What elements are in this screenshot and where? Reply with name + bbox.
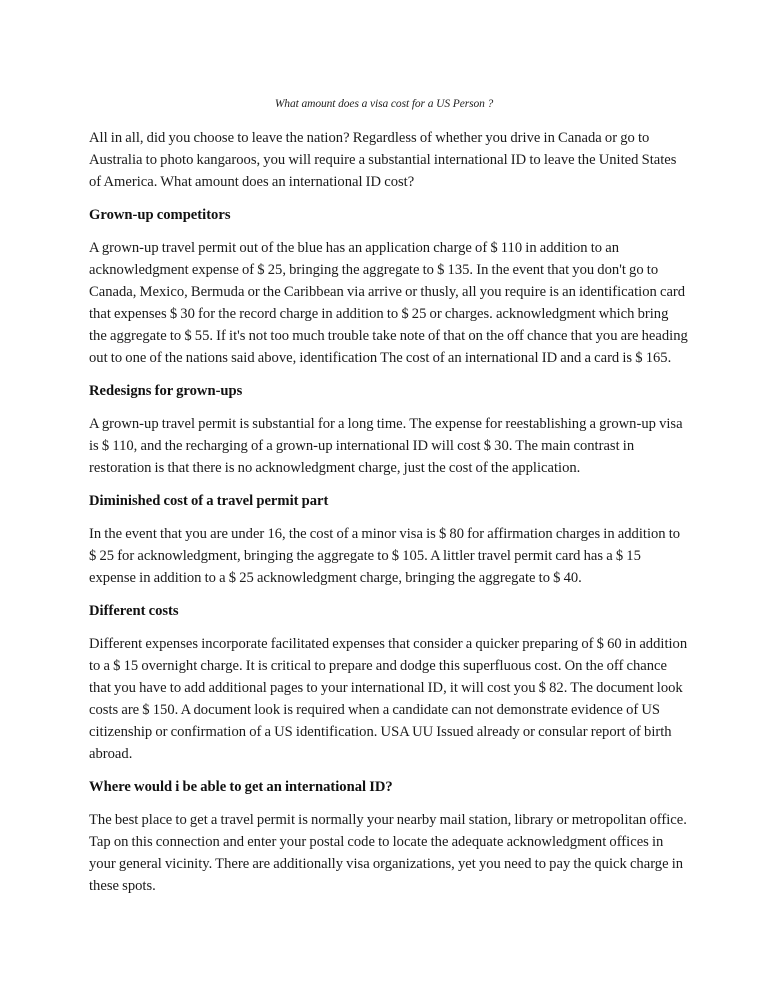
section-body-grown-up-competitors: A grown-up travel permit out of the blue has an application charge of $ 110 in addition to an acknowledgment expense of $ 25, bringing the aggregate to $ 135. In the event that you don't go to Canada, Mexico, Bermuda or the Caribbean via arrive or thusly, all you require is an identification card that expenses $ 30 for the record charge in addition to $ 25 or charges. acknowledgment which bring the aggregate to $ 55. If it's not too much trouble take note of that on the off chance that you are heading out to one of the nations said above, identification The cost of an international ID and a card is $ 165. [89, 240, 688, 366]
section-body-different-costs: Different expenses incorporate facilitated expenses that consider a quicker preparing of $ 60 in addition to a $ 15 overnight charge. It is critical to prepare and dodge this superfluous cost. On the off chance that you have to add additional pages to your international ID, it will cost you $ 82. The document look costs are $ 150. A document look is required when a candidate can not demonstrate evidence of US citizenship or confirmation of a US identification. USA UU Issued already or consular report of birth abroad. [89, 636, 688, 762]
intro-paragraph: All in all, did you choose to leave the nation? Regardless of whether you drive in Canada or go to Australia to photo kangaroos, you will require a substantial international ID to leave the United States of America. What amount does an international ID cost? [89, 130, 677, 190]
section-body-redesigns: A grown-up travel permit is substantial for a long time. The expense for reestablishing a grown-up visa is $ 110, and the recharging of a grown-up international ID will cost $ 30. The main contrast in restoration is that there is no acknowledgment charge, just the cost of the application. [89, 416, 683, 476]
section-body-where-to-get: The best place to get a travel permit is normally your nearby mail station, library or metropolitan office. Tap on this connection and enter your postal code to locate the adequate acknowledgment offices in your general vicinity. There are additionally visa organizations, yet you need to pay the quick charge in these spots. [89, 812, 687, 894]
section-heading-different-costs: Different costs [89, 603, 179, 619]
document-title: What amount does a visa cost for a US Person ? [274, 98, 494, 110]
section-body-diminished-cost: In the event that you are under 16, the cost of a minor visa is $ 80 for affirmation charges in addition to $ 25 for acknowledgment, bringing the aggregate to $ 105. A littler travel permit card has a $ 15 expense in addition to a $ 25 acknowledgment charge, bringing the aggregate to $ 40. [89, 526, 681, 586]
section-heading-redesigns: Redesigns for grown-ups [89, 383, 243, 399]
section-heading-grown-up-competitors: Grown-up competitors [89, 207, 231, 223]
section-heading-where-to-get: Where would i be able to get an international ID? [89, 779, 393, 795]
document-body [89, 127, 689, 908]
section-heading-diminished-cost: Diminished cost of a travel permit part [89, 493, 329, 509]
